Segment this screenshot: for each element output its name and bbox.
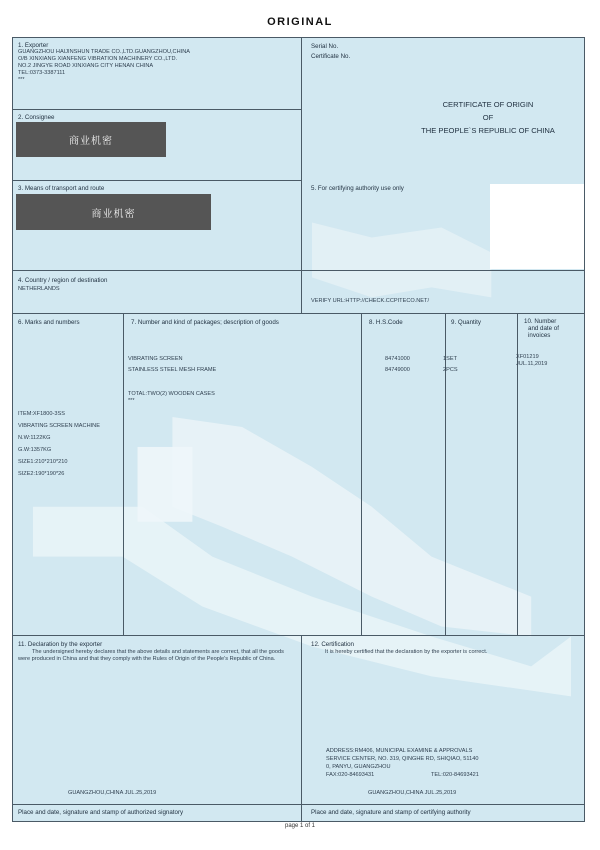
item-description: VIBRATING SCREEN xyxy=(128,356,183,362)
marks-line: SIZE2:190*190*26 xyxy=(18,471,65,477)
certification-fax: FAX:020-84693431 xyxy=(326,772,375,778)
invoice-header: 10. Number xyxy=(524,318,557,325)
consignee-label: 2. Consignee xyxy=(18,114,55,121)
exporter-line: O/B XINXIANG XIANFENG VIBRATION MACHINERY CO.,LTD. xyxy=(18,56,178,62)
declaration-label: 11. Declaration by the exporter xyxy=(18,641,103,648)
marks-line: VIBRATING SCREEN MACHINE xyxy=(18,423,100,429)
item-hs-code: 84749000 xyxy=(385,367,410,373)
item-hs-code: 84741000 xyxy=(385,356,410,362)
marks-header: 6. Marks and numbers xyxy=(18,319,80,326)
marks-line: G.W:1357KG xyxy=(18,447,52,453)
marks-line: ITEM:XF1800-3SS xyxy=(18,411,65,417)
exporter-label: 1. Exporter xyxy=(18,42,49,49)
exporter-line: NO.2 JINGYE ROAD XINXIANG CITY HENAN CHINA xyxy=(18,63,154,69)
certificate-no-label: Certificate No. xyxy=(311,53,351,60)
certificate-form xyxy=(12,37,585,822)
hs-code-header: 8. H.S.Code xyxy=(369,319,403,326)
serial-no-label: Serial No. xyxy=(311,43,339,50)
certification-address: 0, PANYU, GUANGZHOU xyxy=(326,764,391,770)
item-description: STAINLESS STEEL MESH FRAME xyxy=(128,367,217,373)
total-marker: *** xyxy=(128,398,135,404)
exporter-line: GUANGZHOU HAIJINSHUN TRADE CO.,LTD.GUANGZHOU,CHINA xyxy=(18,49,190,55)
item-quantity: 2PCS xyxy=(443,367,458,373)
marks-line: SIZE1:210*210*210 xyxy=(18,459,68,465)
certification-place-date: GUANGZHOU,CHINA JUL.25,2019 xyxy=(368,790,457,796)
destination-label: 4. Country / region of destination xyxy=(18,277,108,284)
declaration-text: The undersigned hereby declares that the above details and statements are correct, that all the goods were produced in China and that they comply with the Rules of Origin of the People's Republic of China. xyxy=(18,649,284,663)
certification-tel: TEL:020-84693421 xyxy=(431,772,479,778)
certificate-title-line: THE PEOPLE`S REPUBLIC OF CHINA xyxy=(421,126,555,135)
invoice-date: JUL.11,2019 xyxy=(516,361,548,367)
certificate-title-line: OF xyxy=(482,113,494,122)
marks-line: N.W:1122KG xyxy=(18,435,51,441)
authority-label: 5. For certifying authority use only xyxy=(311,185,404,192)
certification-label: 12. Certification xyxy=(311,641,354,648)
invoice-header: invoices xyxy=(528,332,551,339)
transport-redacted: 商业机密 xyxy=(16,194,211,230)
total-packages: TOTAL:TWO(2) WOODEN CASES xyxy=(128,391,215,397)
exporter-line: TEL:0373-3387111 xyxy=(18,70,66,76)
transport-label: 3. Means of transport and route xyxy=(18,185,105,192)
certification-address: SERVICE CENTER, NO. 319, QINGHE RD, SHIQIAO, 51140 xyxy=(326,756,479,762)
destination-value: NETHERLANDS xyxy=(18,286,60,292)
certification-address: ADDRESS:RM406, MUNICIPAL EXAMINE & APPROVALS xyxy=(326,748,473,754)
consignee-redacted: 商业机密 xyxy=(16,122,166,157)
declaration-place-date: GUANGZHOU,CHINA JUL.25,2019 xyxy=(68,790,157,796)
declaration-sign-label: Place and date, signature and stamp of authorized signatory xyxy=(18,809,184,816)
description-header: 7. Number and kind of packages; description of goods xyxy=(131,319,279,326)
quantity-header: 9. Quantity xyxy=(451,319,481,326)
certification-sign-label: Place and date, signature and stamp of certifying authority xyxy=(311,809,471,816)
invoice-header: and date of xyxy=(528,325,559,332)
verify-url: VERIFY URL:HTTP://CHECK.CCPITECO.NET/ xyxy=(311,298,430,304)
document-title: ORIGINAL xyxy=(267,16,333,28)
certificate-title-line: CERTIFICATE OF ORIGIN xyxy=(442,100,534,109)
invoice-number: XF01219 xyxy=(516,354,539,360)
item-quantity: 1SET xyxy=(443,356,457,362)
authority-stamp-area xyxy=(490,184,585,269)
exporter-line: *** xyxy=(18,77,25,83)
certification-text: It is hereby certified that the declaration by the exporter is correct. xyxy=(325,649,488,655)
page-footer: page 1 of 1 xyxy=(284,823,316,829)
